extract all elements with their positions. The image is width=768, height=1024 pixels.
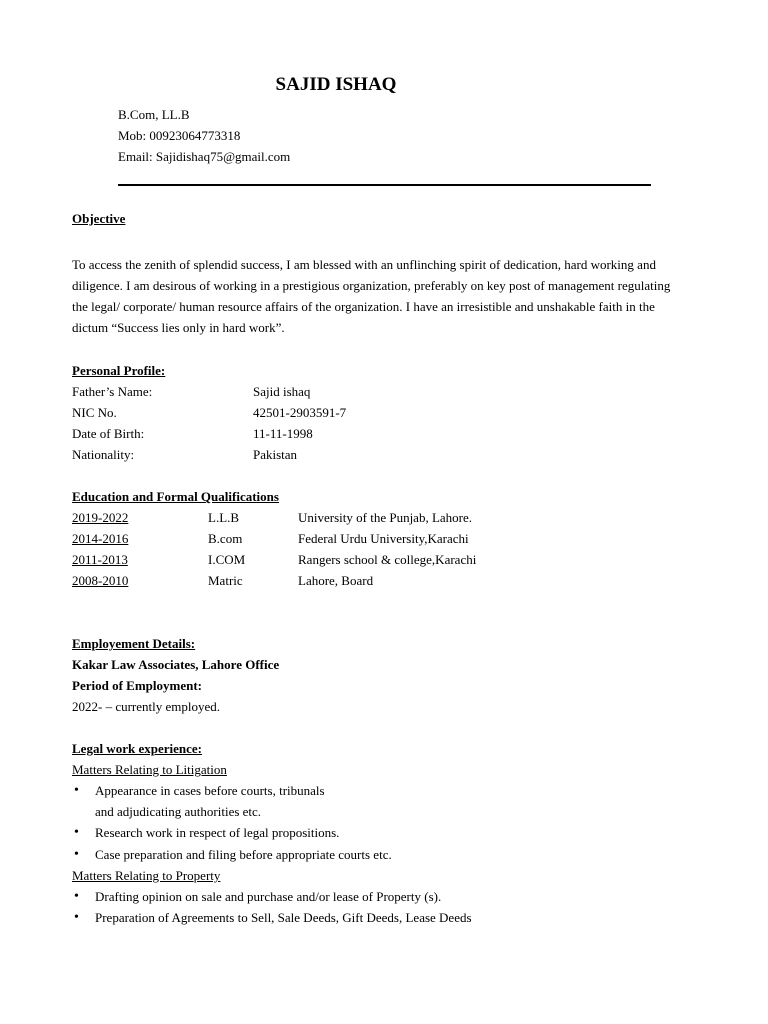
education-years: 2011-2013	[72, 552, 128, 567]
profile-value-nic: 42501-2903591-7	[253, 405, 347, 420]
profile-label-nationality: Nationality:	[72, 447, 135, 462]
email-line: Email: Sajidishaq75@gmail.com	[118, 149, 291, 164]
education-years: 2019-2022	[72, 510, 129, 525]
education-degree: B.com	[208, 531, 243, 546]
list-item: and adjudicating authorities etc.	[95, 804, 262, 819]
candidate-name: SAJID ISHAQ	[275, 74, 397, 95]
employer-name: Kakar Law Associates, Lahore Office	[72, 657, 280, 672]
education-institute: Lahore, Board	[298, 573, 374, 588]
profile-value-father: Sajid ishaq	[253, 384, 311, 399]
litigation-subheading: Matters Relating to Litigation	[72, 762, 227, 777]
bullet-icon: •	[74, 825, 79, 840]
education-institute: University of the Punjab, Lahore.	[298, 510, 473, 525]
list-item: Case preparation and filing before appropriate courts etc.	[95, 847, 392, 862]
education-degree: I.COM	[208, 552, 246, 567]
education-degree: L.L.B	[208, 510, 240, 525]
personal-profile-heading: Personal Profile:	[72, 363, 166, 378]
education-heading: Education and Formal Qualifications	[72, 489, 279, 504]
profile-label-nic: NIC No.	[72, 405, 117, 420]
profile-value-dob: 11-11-1998	[253, 426, 313, 441]
education-years: 2014-2016	[72, 531, 129, 546]
education-institute: Rangers school & college,Karachi	[298, 552, 477, 567]
education-years: 2008-2010	[72, 573, 129, 588]
employment-period: 2022- – currently employed.	[72, 699, 221, 714]
bullet-icon: •	[74, 889, 79, 904]
bullet-icon: •	[74, 910, 79, 925]
education-institute: Federal Urdu University,Karachi	[298, 531, 469, 546]
list-item: Research work in respect of legal propositions.	[95, 825, 340, 840]
list-item: Preparation of Agreements to Sell, Sale Deeds, Gift Deeds, Lease Deeds	[95, 910, 472, 925]
legal-experience-heading: Legal work experience:	[72, 741, 202, 756]
employment-heading: Employement Details:	[72, 636, 196, 651]
degree-line: B.Com, LL.B	[118, 107, 190, 122]
mobile-line: Mob: 00923064773318	[118, 128, 241, 143]
profile-label-dob: Date of Birth:	[72, 426, 145, 441]
employment-period-label: Period of Employment:	[72, 678, 202, 693]
property-subheading: Matters Relating to Property	[72, 868, 221, 883]
profile-label-father: Father’s Name:	[72, 384, 153, 399]
list-item: Appearance in cases before courts, tribunals	[95, 783, 325, 798]
objective-text: To access the zenith of splendid success, I am blessed with an unflinching spirit of dedication, hard working and diligence. I am desirous of working in a prestigious organization, preferably on key post of management regulating the legal/ corporate/ human resource affairs of the organization. I have an irresistible and unshakable faith in the dictum “Success lies only in hard work”.	[72, 257, 671, 335]
bullet-icon: •	[74, 847, 79, 862]
profile-value-nationality: Pakistan	[253, 447, 298, 462]
bullet-icon: •	[74, 783, 79, 798]
header-divider	[118, 184, 651, 186]
education-degree: Matric	[208, 573, 243, 588]
list-item: Drafting opinion on sale and purchase and/or lease of Property (s).	[95, 889, 442, 904]
objective-heading: Objective	[72, 211, 126, 226]
